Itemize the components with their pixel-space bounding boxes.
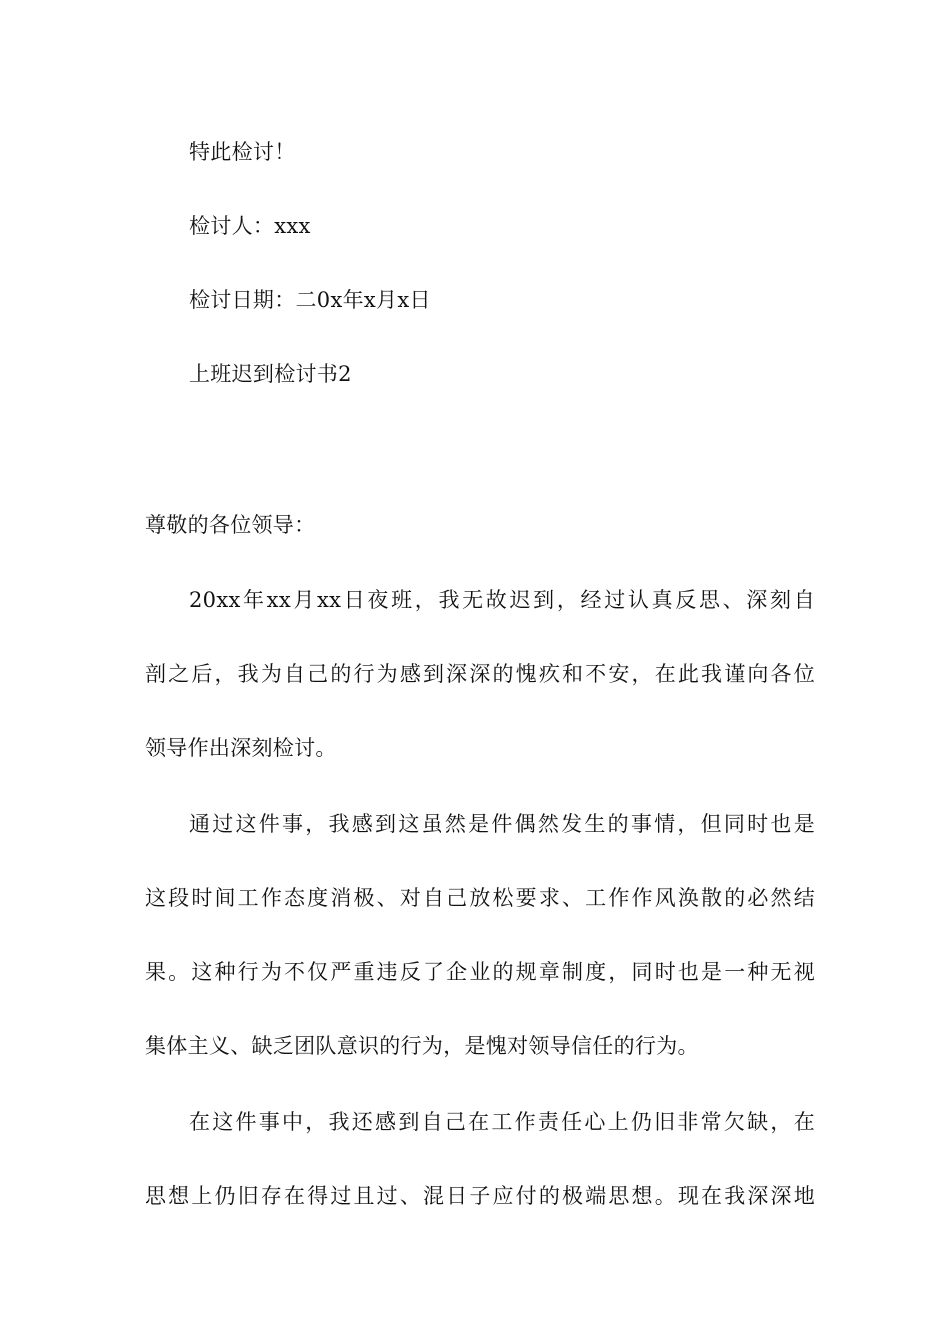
paragraph-2-line-1: 通过这件事，我感到这虽然是件偶然发生的事情，但同时也是	[189, 812, 815, 836]
salutation: 尊敬的各位领导：	[145, 513, 316, 537]
closing-remark: 特此检讨！	[189, 140, 296, 164]
paragraph-2-line-2: 这段时间工作态度消极、对自己放松要求、工作作风涣散的必然结	[145, 886, 815, 910]
paragraph-1-line-1: 20xx年xx月xx日夜班，我无故迟到，经过认真反思、深刻自	[189, 588, 815, 612]
paragraph-3-line-1: 在这件事中，我还感到自己在工作责任心上仍旧非常欠缺，在	[189, 1110, 815, 1134]
paragraph-3-line-2: 思想上仍旧存在得过且过、混日子应付的极端思想。现在我深深地	[145, 1184, 815, 1208]
date-line: 检讨日期：二0x年x月x日	[189, 288, 431, 312]
paragraph-2-line-3: 果。这种行为不仅严重违反了企业的规章制度，同时也是一种无视	[145, 960, 815, 984]
signer-line: 检讨人：xxx	[189, 214, 311, 238]
paragraph-2-line-4: 集体主义、缺乏团队意识的行为，是愧对领导信任的行为。	[145, 1034, 699, 1058]
section-title: 上班迟到检讨书2	[189, 362, 352, 386]
paragraph-1-line-3: 领导作出深刻检讨。	[145, 736, 337, 760]
paragraph-1-line-2: 剖之后，我为自己的行为感到深深的愧疚和不安，在此我谨向各位	[145, 662, 815, 686]
